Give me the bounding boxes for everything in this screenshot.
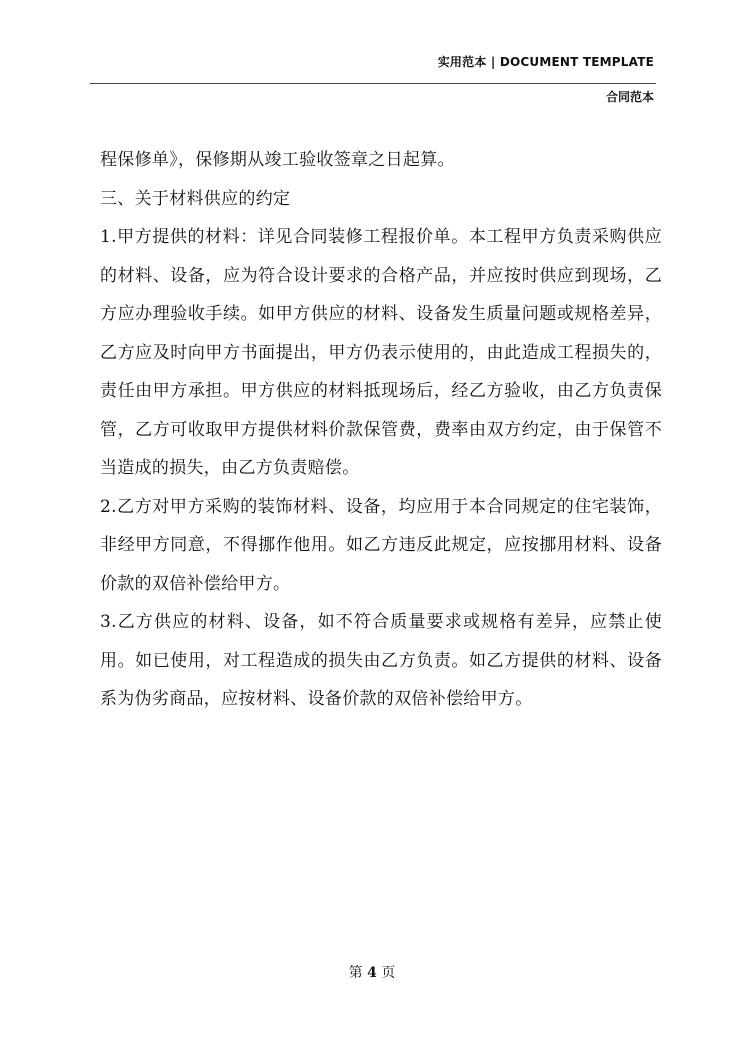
page-footer (0, 962, 744, 982)
clause-2: 2.乙方对甲方采购的装饰材料、设备，均应用于本合同规定的住宅装饰，非经甲方同意，不得挪作他用。如乙方违反此规定，应按挪用材料、设备价款的双倍补偿给甲方。 (100, 496, 662, 594)
header-title: 实用范本 | DOCUMENT TEMPLATE (437, 55, 654, 69)
clause-3: 3.乙方供应的材料、设备，如不符合质量要求或规格有差异，应禁止使用。如已使用，对工程造成的损失由乙方负责。如乙方提供的材料、设备系为伪劣商品，应按材料、设备价款的双倍补偿给甲方。 (100, 612, 662, 709)
page-label-prefix: 第 (348, 965, 368, 981)
section-heading-materials: 三、关于材料供应的约定 (100, 188, 291, 209)
page-number: 4 (367, 965, 377, 981)
page-label-suffix: 页 (376, 965, 396, 981)
header-subtitle: 合同范本 (605, 90, 654, 104)
document-body (100, 141, 662, 719)
clause-1: 1.甲方提供的材料：详见合同装修工程报价单。本工程甲方负责采购供应的材料、设备，应为符合设计要求的合格产品，并应按时供应到现场，乙方应办理验收手续。如甲方供应的材料、设备发生质量问题或规格差异，乙方应及时向甲方书面提出，甲方仍表示使用的，由此造成工程损失的，责任由甲方承担。甲方供应的材料抵现场后，经乙方验收，由乙方负责保管，乙方可收取甲方提供材料价款保管费，费率由双方约定，由于保管不当造成的损失，由乙方负责赔偿。 (100, 227, 662, 478)
header-divider (90, 83, 656, 84)
paragraph-warranty-continuation: 程保修单》，保修期从竣工验收签章之日起算。 (100, 150, 455, 170)
